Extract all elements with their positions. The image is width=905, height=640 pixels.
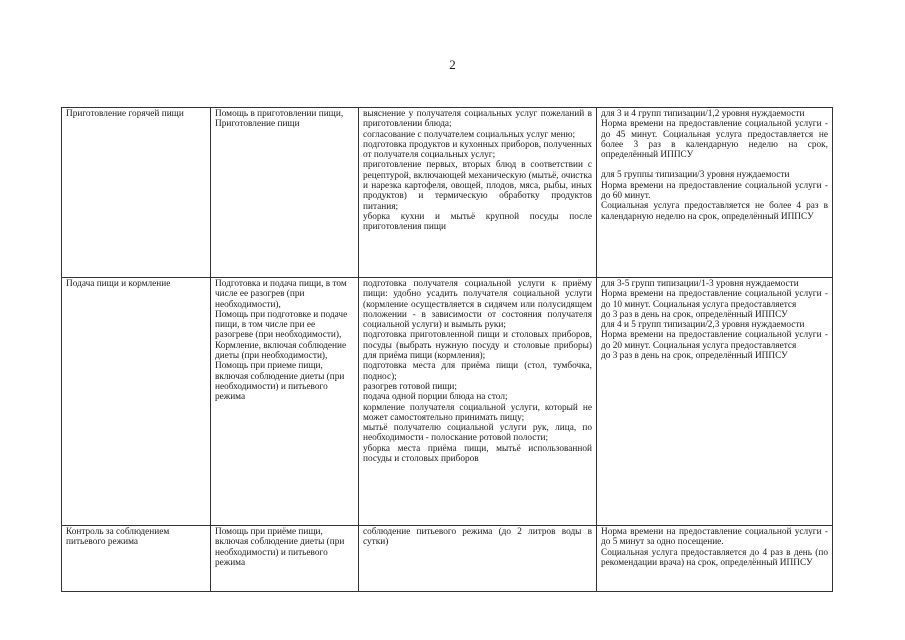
content-line: Приготовление пищи <box>215 119 300 130</box>
table-row <box>62 108 833 278</box>
norm-line: Социальная услуга предоставляется не более 4 раз в календарную неделю на срок, определённый ИППСУ <box>601 201 828 222</box>
table-row <box>62 526 833 592</box>
procedure-line: уборка кухни и мытьё крупной посуды после приготовления пищи <box>363 211 592 233</box>
norm-line: Норма времени на предоставление социальной услуги - до 10 минут. Социальная услуга предоставляется <box>601 289 828 310</box>
norm-line: Норма времени на предоставление социальной услуги - до 5 минут за одно посещение. <box>601 527 828 548</box>
procedure-line: разогрев готовой пищи; <box>363 381 457 392</box>
norm-line: Норма времени на предоставление социальной услуги - до 60 минут. <box>601 180 828 202</box>
procedure-cell <box>359 526 597 592</box>
service-name-cell <box>62 108 211 278</box>
service-name-cell <box>62 278 211 526</box>
procedure-line: соблюдение питьевого режима (до 2 литров воды в сутки) <box>363 527 592 548</box>
procedure-line: уборка места приёма пищи, мытьё использованной посуды и столовых приборов <box>363 443 592 465</box>
content-line: Помощь при приёме пищи, включая соблюдение диеты (при необходимости) и питьевого режима <box>215 527 345 568</box>
service-name: Приготовление горячей пищи <box>66 109 184 119</box>
content-line: Кормление, включая соблюдение диеты (при необходимости), <box>215 340 347 362</box>
norms-cell <box>597 108 833 278</box>
procedure-cell <box>359 278 597 526</box>
service-content-cell <box>211 278 359 526</box>
procedure-line: согласование с получателем социальных услуг меню; <box>363 129 576 140</box>
norms-cell <box>597 526 833 592</box>
procedure-line: кормление получателя социальной услуги, который не может самостоятельно принимать пищу; <box>363 402 592 423</box>
service-name-cell <box>62 526 211 592</box>
procedure-line: мытьё получателю социальной услуги рук, лица, по необходимости - полоскание ротовой полости; <box>363 423 592 444</box>
service-content-cell <box>211 108 359 278</box>
procedure-line: подготовка продуктов и кухонных приборов, полученных от получателя социальных услуг; <box>363 139 592 161</box>
norms-cell <box>597 278 833 526</box>
norm-line: Норма времени на предоставление социальной услуги - до 45 минут. Социальная услуга предоставляется не более 3 раз в календарную неделю на срок, определённый ИППСУ <box>601 119 828 161</box>
norm-line: до 3 раз в день на срок, определённый ИППСУ <box>601 309 788 320</box>
service-content-cell <box>211 526 359 592</box>
content-line: Помощь при подготовке и подаче пищи, в том числе при ее разогреве (при необходимости), <box>215 309 348 341</box>
norm-spacer <box>601 160 828 170</box>
norm-line: Социальная услуга предоставляется до 4 раз в день (по рекомендации врача) на срок, определённый ИППСУ <box>601 547 828 568</box>
procedure-line: выяснение у получателя социальных услуг пожеланий в приготовлении блюда; <box>363 109 592 130</box>
procedure-line: подготовка получателя социальной услуги к приёму пищи: удобно усадить получателя социальной услуги (кормление осуществляется в сидячем или полусидящем положении - в зависимости от состояния получателя социальной услуги) и вымыть руки; <box>363 279 592 331</box>
procedure-line: приготовление первых, вторых блюд в соответствии с рецептурой, включающей механическую (мытьё, очистка и нарезка картофеля, овощей, плодов, мяса, рыбы, иных продуктов) и термическую обработку продуктов питания; <box>363 160 592 212</box>
norm-line: для 3-5 групп типизации/1-3 уровня нуждаемости <box>601 279 799 289</box>
table-row <box>62 278 833 526</box>
procedure-cell <box>359 108 597 278</box>
norm-line: для 3 и 4 групп типизации/1,2 уровня нуждаемости <box>601 109 805 119</box>
norm-line: для 4 и 5 групп типизации/2,3 уровня нуждаемости <box>601 320 805 331</box>
procedure-line: подача одной порции блюда на стол; <box>363 392 508 403</box>
procedure-line: подготовка приготовленной пищи и столовых приборов, посуды (выбрать нужную посуду и столовые приборы) для приёма пищи (кормления); <box>363 330 592 362</box>
services-table <box>61 107 833 592</box>
content-line: Подготовка и подача пищи, в том числе ее разогрев (при необходимости), <box>215 279 347 310</box>
page-number: 2 <box>449 57 456 72</box>
norm-line: Норма времени на предоставление социальной услуги - до 20 минут. Социальная услуга предоставляется <box>601 330 828 351</box>
norm-line: до 3 раз в день на срок, определённый ИППСУ <box>601 351 788 362</box>
service-name: Подача пищи и кормление <box>66 279 171 289</box>
procedure-line: подготовка места для приёма пищи (стол, тумбочка, поднос); <box>363 361 592 382</box>
norm-line: для 5 группы типизации/3 уровня нуждаемости <box>601 170 790 181</box>
content-line: Помощь при приеме пищи, включая соблюдение диеты (при необходимости) и питьевого режима <box>215 361 345 403</box>
content-line: Помощь в приготовлении пищи, <box>215 109 344 119</box>
service-name: Контроль за соблюдением питьевого режима <box>66 527 170 548</box>
